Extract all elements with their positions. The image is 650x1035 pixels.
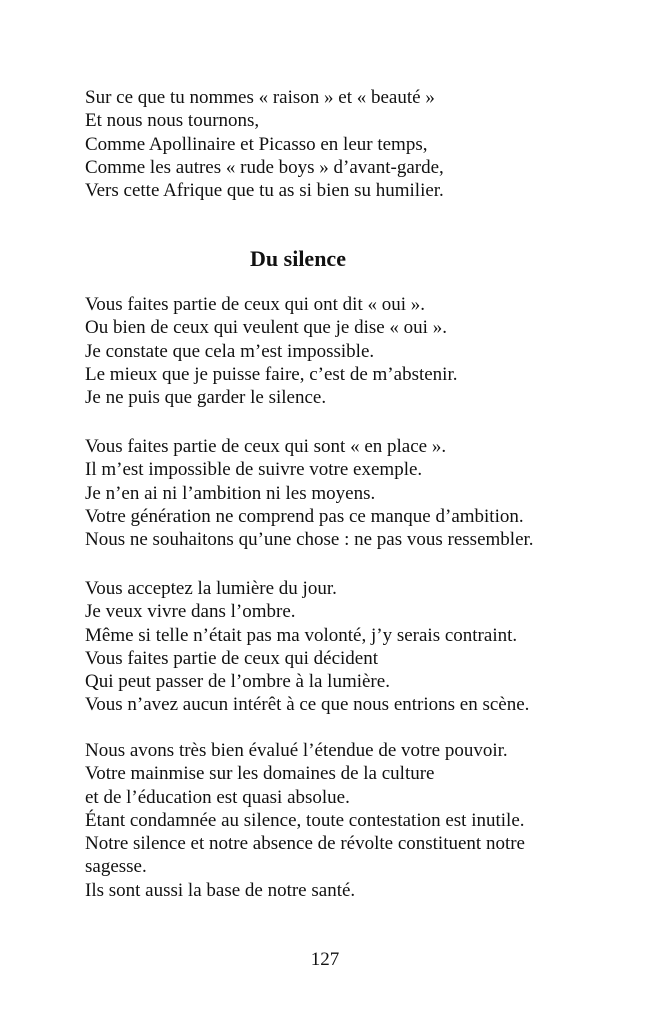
poem-line: Et nous nous tournons, <box>85 110 260 132</box>
poem-line: sagesse. <box>85 856 147 878</box>
poem-line: Vous n’avez aucun intérêt à ce que nous entrions en scène. <box>85 694 530 716</box>
stanza-intro <box>85 86 444 202</box>
poem-line: Vous faites partie de ceux qui décident <box>85 647 378 669</box>
stanza-1 <box>85 293 457 409</box>
poem-line: Votre génération ne comprend pas ce manque d’ambition. <box>85 505 524 527</box>
poem-line: Je ne puis que garder le silence. <box>85 387 327 409</box>
poem-line: Ou bien de ceux qui veulent que je dise « oui ». <box>85 317 447 339</box>
poem-line: Votre mainmise sur les domaines de la culture <box>85 763 435 785</box>
poem-line: Je n’en ai ni l’ambition ni les moyens. <box>85 482 376 504</box>
poem-title: Du silence <box>250 246 346 271</box>
page-number: 127 <box>310 949 340 970</box>
poem-line: Ils sont aussi la base de notre santé. <box>85 879 356 901</box>
poem-line: Sur ce que tu nommes « raison » et « beauté » <box>85 87 435 108</box>
poem-line: Comme Apollinaire et Picasso en leur temps, <box>85 133 428 155</box>
poem-line: Je constate que cela m’est impossible. <box>85 340 375 362</box>
poem-line: Il m’est impossible de suivre votre exemple. <box>85 459 423 481</box>
poem-line: Vers cette Afrique que tu as si bien su humilier. <box>85 180 444 202</box>
poem-line: Vous acceptez la lumière du jour. <box>85 578 337 599</box>
stanza-3 <box>85 577 529 717</box>
poem-line: Je veux vivre dans l’ombre. <box>85 601 296 623</box>
poem-line: Notre silence et notre absence de révolte constituent notre <box>85 833 525 855</box>
poem-line: Nous ne souhaitons qu’une chose : ne pas vous ressembler. <box>85 529 534 551</box>
poem-line: Qui peut passer de l’ombre à la lumière. <box>85 671 390 693</box>
poem-line: Nous avons très bien évalué l’étendue de votre pouvoir. <box>85 740 508 761</box>
poem-line: Vous faites partie de ceux qui sont « en place ». <box>85 436 447 457</box>
poem-line: Vous faites partie de ceux qui ont dit « oui ». <box>85 294 426 315</box>
poem-line: et de l’éducation est quasi absolue. <box>85 786 350 808</box>
stanza-2 <box>85 435 534 551</box>
poem-line: Étant condamnée au silence, toute contestation est inutile. <box>85 809 525 831</box>
stanza-4 <box>85 739 525 902</box>
poem-line: Comme les autres « rude boys » d’avant-garde, <box>85 156 444 178</box>
poem-line: Même si telle n’était pas ma volonté, j’y serais contraint. <box>85 624 518 646</box>
poem-line: Le mieux que je puisse faire, c’est de m’abstenir. <box>85 363 458 385</box>
